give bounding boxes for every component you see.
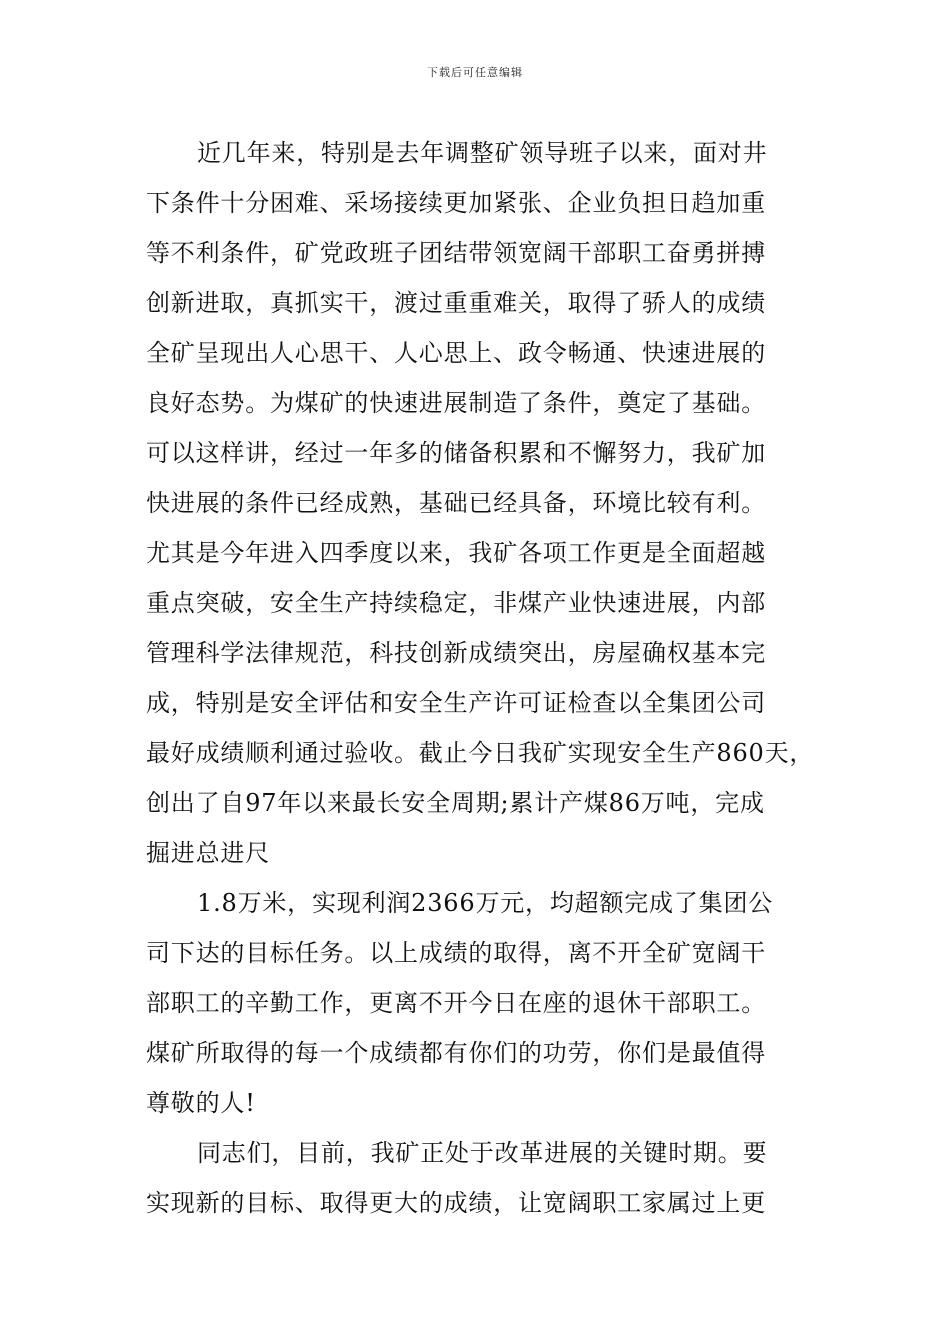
text-line: 1.8万米，实现利润2366万元，均超额完成了集团公 — [197, 889, 774, 917]
text-line: 煤矿所取得的每一个成绩都有你们的功劳，你们是最值得 — [146, 1039, 766, 1067]
text-line: 尤其是今年进入四季度以来，我矿各项工作更是全面超越 — [146, 539, 766, 567]
text-line: 近几年来，特别是去年调整矿领导班子以来，面对井 — [197, 139, 768, 167]
text-line: 创新进取，真抓实干，渡过重重难关，取得了骄人的成绩 — [146, 289, 766, 317]
text-line: 同志们，目前，我矿正处于改革进展的关键时期。要 — [197, 1139, 768, 1167]
text-line: 管理科学法律规范，科技创新成绩突出，房屋确权基本完 — [146, 639, 766, 667]
text-line: 尊敬的人! — [146, 1089, 256, 1117]
text-line: 快进展的条件已经成熟，基础已经具备，环境比较有利。 — [146, 489, 766, 517]
page-header: 下载后可任意编辑 — [427, 66, 523, 79]
text-line: 良好态势。为煤矿的快速进展制造了条件，奠定了基础。 — [146, 389, 766, 417]
text-line: 司下达的目标任务。以上成绩的取得，离不开全矿宽阔干 — [146, 939, 766, 967]
text-line: 全矿呈现出人心思干、人心思上、政令畅通、快速进展的 — [146, 339, 766, 367]
text-line: 下条件十分困难、采场接续更加紧张、企业负担日趋加重 — [146, 189, 766, 217]
text-line: 创出了自97年以来最长安全周期;累计产煤86万吨，完成 — [146, 789, 765, 817]
text-line: 部职工的辛勤工作，更离不开今日在座的退休干部职工。 — [146, 989, 766, 1017]
document-body — [146, 128, 826, 1228]
text-line: 最好成绩顺利通过验收。截止今日我矿实现安全生产860天， — [146, 739, 815, 767]
text-line: 成，特别是安全评估和安全生产许可证检查以全集团公司 — [146, 689, 766, 717]
text-line: 实现新的目标、取得更大的成绩，让宽阔职工家属过上更 — [146, 1189, 766, 1217]
text-line: 重点突破，安全生产持续稳定，非煤产业快速进展，内部 — [146, 589, 766, 617]
text-line: 等不利条件，矿党政班子团结带领宽阔干部职工奋勇拼搏 — [146, 239, 766, 267]
text-line: 掘进总进尺 — [146, 839, 270, 867]
text-line: 可以这样讲，经过一年多的储备积累和不懈努力，我矿加 — [146, 439, 766, 467]
